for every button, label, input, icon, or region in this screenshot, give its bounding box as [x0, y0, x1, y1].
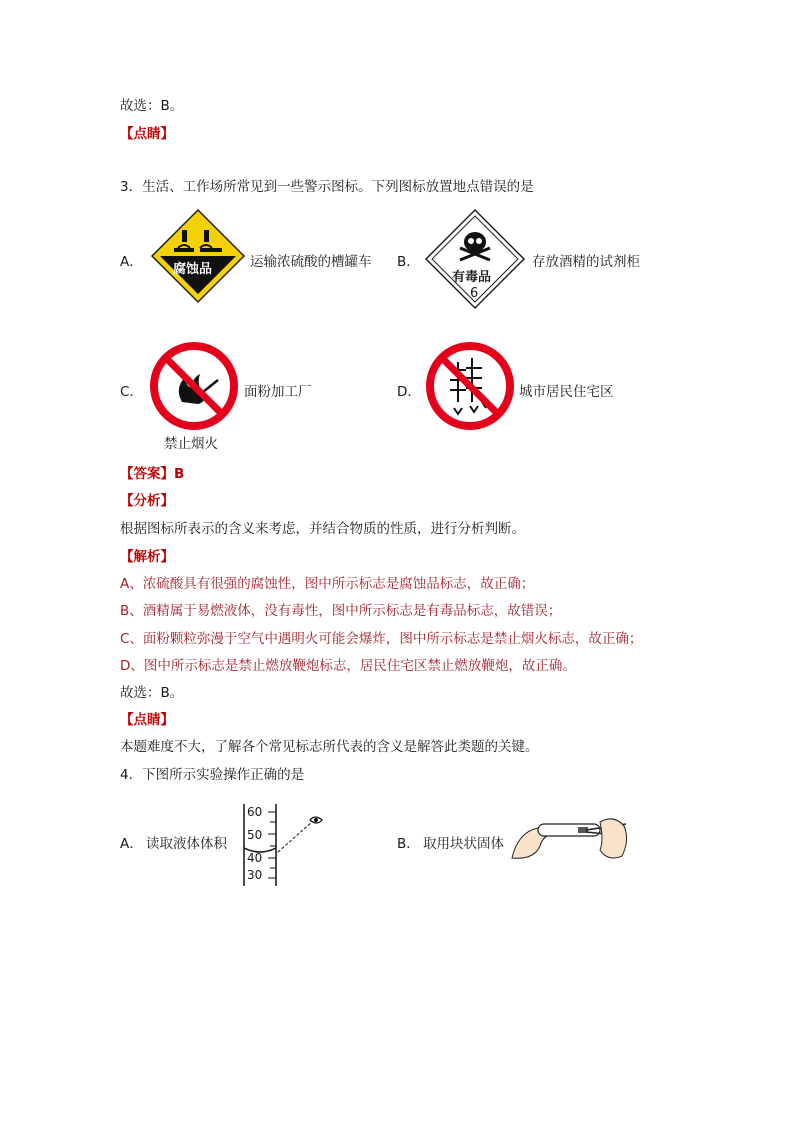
- q3-choice-line: 故选：B。: [120, 685, 184, 701]
- q3-option-d-letter: D．: [397, 384, 421, 400]
- q3-option-b-letter: B．: [397, 254, 420, 270]
- scale-label-40: 40: [247, 851, 263, 865]
- q4-stem: 4．下图所示实验操作正确的是: [120, 767, 305, 783]
- toxic-sign-text: 有毒品: [452, 270, 492, 285]
- toxic-sign-number: 6: [470, 286, 479, 301]
- scale-label-50: 50: [247, 828, 263, 842]
- corrosive-sign-icon: [150, 208, 246, 304]
- scale-label-30: 30: [247, 868, 263, 882]
- q3-answer: 【答案】B: [120, 466, 185, 482]
- q3-note-header: 【点睛】: [120, 712, 174, 728]
- q3-note-text: 本题难度不大，了解各个常见标志所代表的含义是解答此类题的关键。: [120, 739, 539, 755]
- q3-explain-line-b: B、酒精属于易燃液体，没有毒性，图中所示标志是有毒品标志，故错误；: [120, 603, 562, 619]
- q3-option-d-place: 城市居民住宅区: [519, 384, 614, 400]
- no-fire-caption: 禁止烟火: [164, 436, 218, 452]
- q3-stem: 3．生活、工作场所常见到一些警示图标。下列图标放置地点错误的是: [120, 179, 534, 195]
- corrosive-sign-text: 腐蚀品: [173, 262, 213, 277]
- q4-option-a-letter: A．: [120, 836, 143, 852]
- q3-explain-header: 【解析】: [120, 549, 174, 565]
- q3-option-a-place: 运输浓硫酸的槽罐车: [250, 254, 372, 270]
- q3-option-c-place: 面粉加工厂: [244, 384, 312, 400]
- prev-note-header: 【点睛】: [120, 126, 174, 142]
- q3-explain-line-a: A、浓硫酸具有很强的腐蚀性，图中所示标志是腐蚀品标志，故正确；: [120, 576, 535, 592]
- no-fire-sign-icon: [148, 340, 240, 432]
- q4-option-b-label: 取用块状固体: [423, 836, 504, 852]
- q4-option-a-label: 读取液体体积: [146, 836, 227, 852]
- q3-explain-line-c: C、面粉颗粒弥漫于空气中遇明火可能会爆炸，图中所示标志是禁止烟火标志，故正确；: [120, 631, 643, 647]
- q3-explain-line-d: D、图中所示标志是禁止燃放鞭炮标志，居民住宅区禁止燃放鞭炮，故正确。: [120, 658, 576, 674]
- no-firecracker-sign-icon: [424, 340, 516, 432]
- q3-analysis-header: 【分析】: [120, 493, 174, 509]
- test-tube-hands-icon: [508, 808, 632, 868]
- q4-option-b-letter: B．: [397, 836, 420, 852]
- q3-analysis-text: 根据图标所表示的含义来考虑，并结合物质的性质，进行分析判断。: [120, 521, 525, 537]
- q3-option-b-place: 存放酒精的试剂柜: [532, 254, 640, 270]
- scale-label-60: 60: [247, 805, 263, 819]
- prev-answer-line: 故选：B。: [120, 98, 184, 114]
- q3-option-c-letter: C．: [120, 384, 143, 400]
- q3-option-a-letter: A．: [120, 254, 143, 270]
